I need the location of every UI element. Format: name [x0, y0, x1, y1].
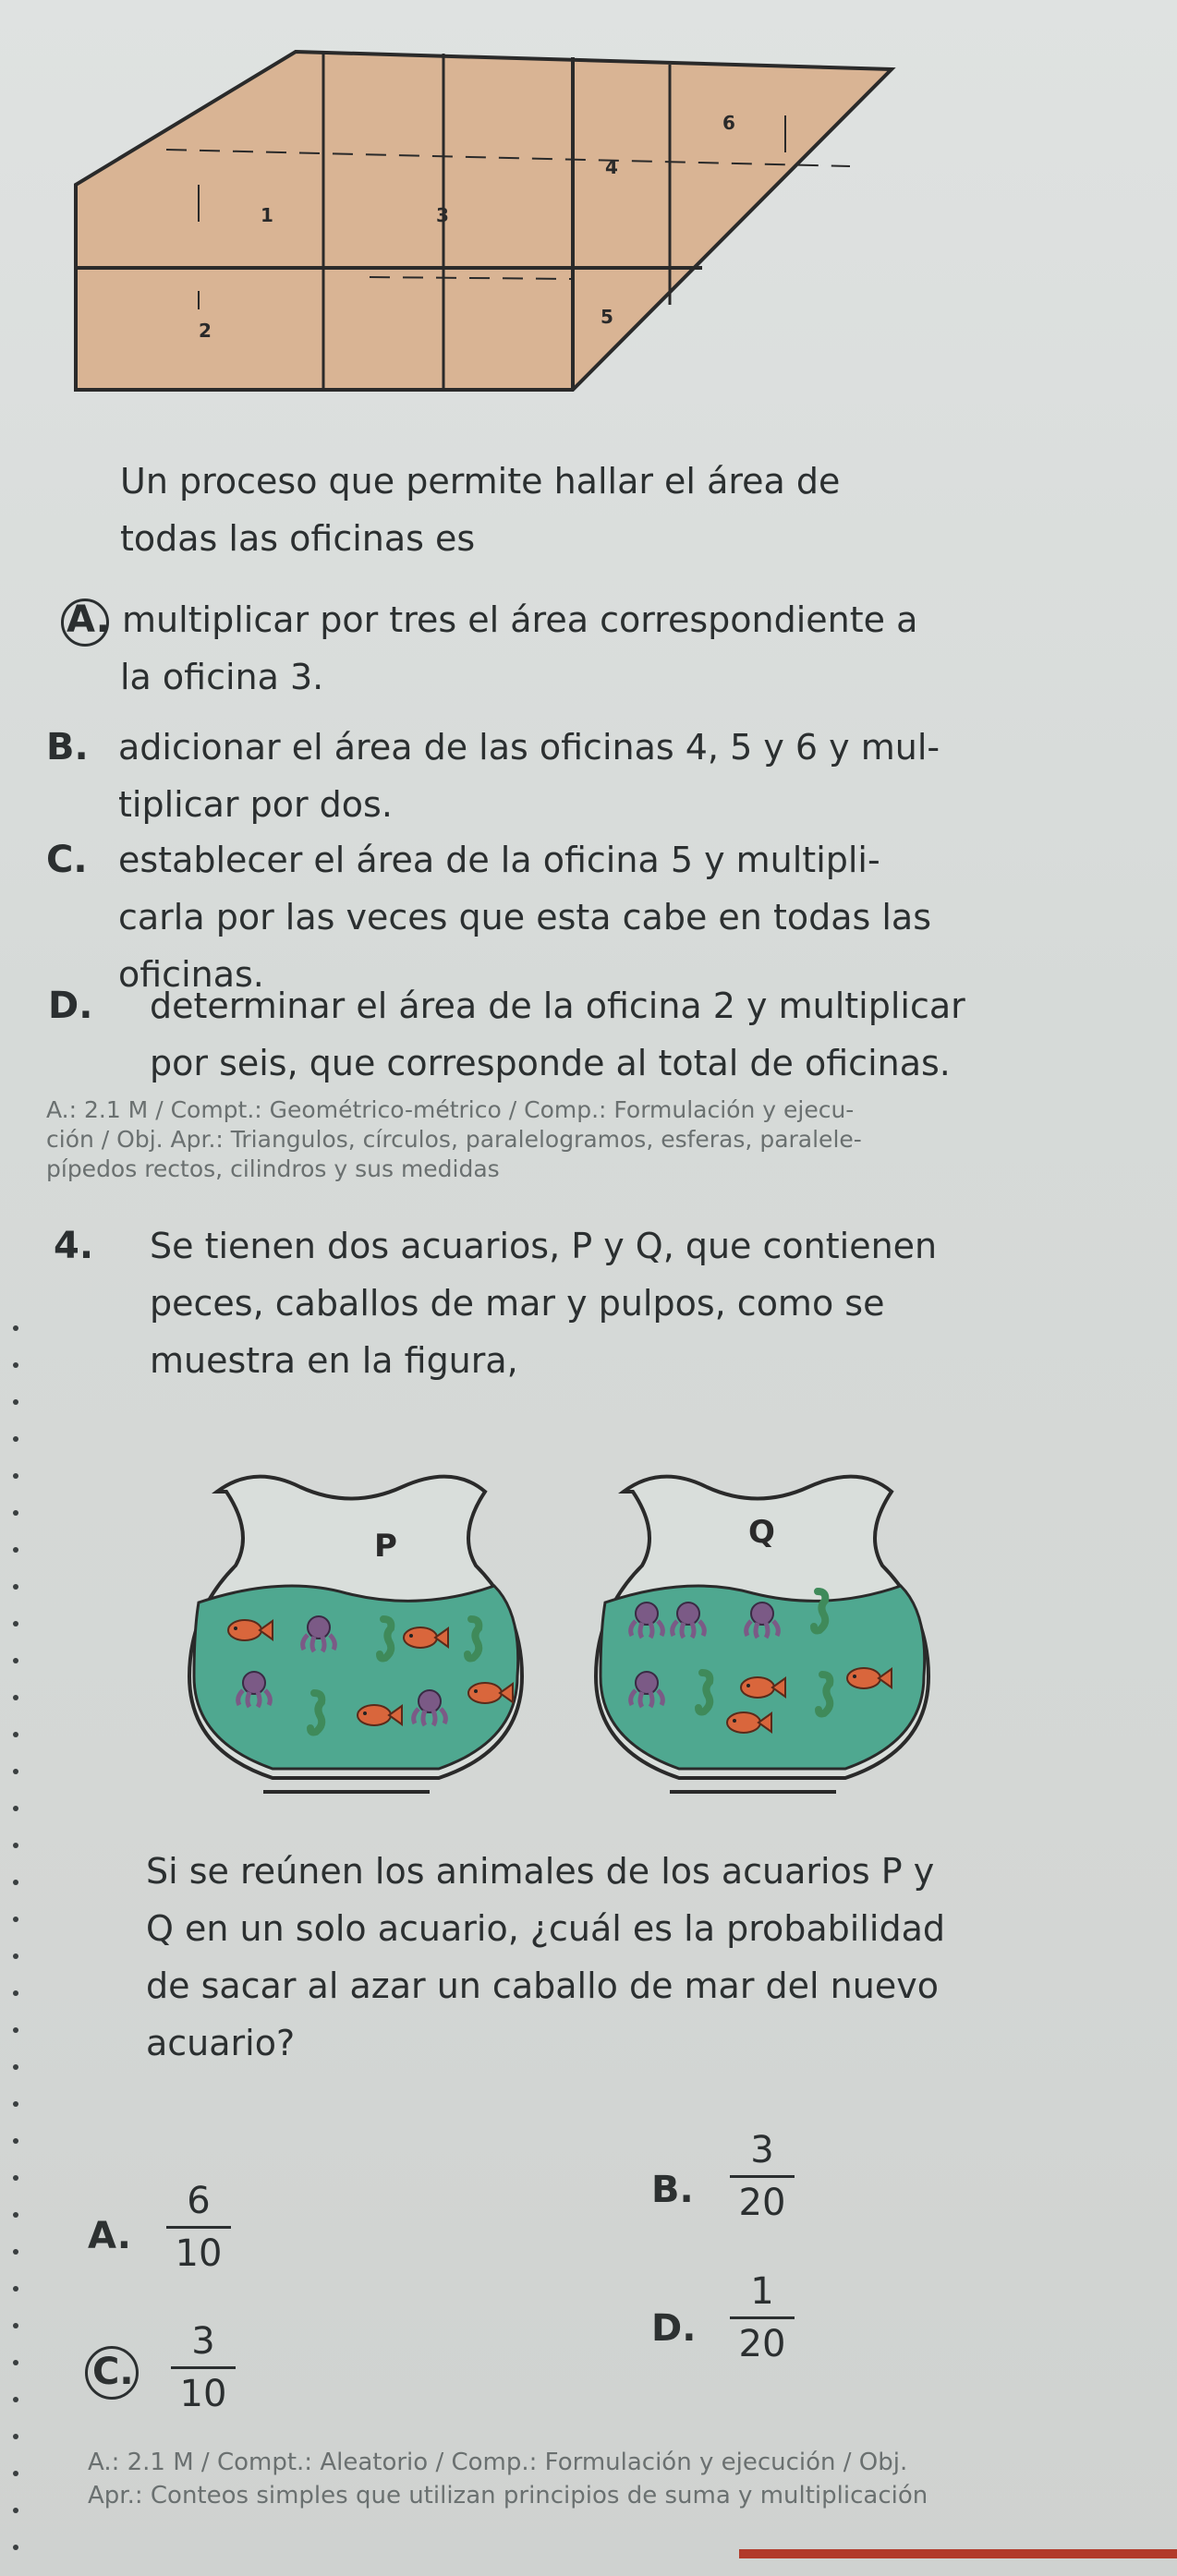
fraction-bar — [730, 2175, 795, 2178]
reference-line: A.: 2.1 M / Compt.: Geométrico-métrico / Comp.: Formulación y ejecu- — [46, 1096, 855, 1123]
option-b-letter[interactable]: B. — [651, 2169, 694, 2211]
office-label-3: 3 — [436, 204, 449, 226]
fraction-bar — [166, 2226, 231, 2229]
page-edge-strip — [739, 2549, 1177, 2558]
aquarium-label-p: P — [374, 1528, 397, 1565]
office-label-6: 6 — [722, 112, 735, 134]
question-number: 4. — [54, 1225, 94, 1267]
reference-line: A.: 2.1 M / Compt.: Aleatorio / Comp.: Formulación y ejecución / Obj. — [88, 2449, 908, 2476]
option-d-line-1: determinar el área de la oficina 2 y multiplicar — [150, 986, 965, 1026]
fraction-bar — [171, 2366, 236, 2369]
option-d-fraction[interactable] — [730, 2270, 795, 2365]
option-b-line-2: tiplicar por dos. — [118, 784, 393, 825]
option-c-line-3: oficinas. — [118, 954, 264, 995]
option-a-line-1: multiplicar por tres el área correspondiente a — [122, 599, 918, 640]
option-c-fraction[interactable] — [171, 2320, 236, 2415]
denominator: 20 — [738, 2323, 786, 2365]
office-label-1: 1 — [261, 204, 273, 226]
option-a-line-2: la oficina 3. — [120, 657, 324, 697]
reference-line: ción / Obj. Apr.: Triangulos, círculos, paralelogramos, esferas, paralele- — [46, 1126, 862, 1153]
prompt-line-1: Un proceso que permite hallar el área de — [120, 461, 841, 502]
intro-line-1: Se tienen dos acuarios, P y Q, que contienen — [150, 1226, 938, 1266]
reference-line: Apr.: Conteos simples que utilizan principios de suma y multiplicación — [88, 2482, 928, 2509]
office-label-5: 5 — [601, 306, 613, 328]
option-b-line-1: adicionar el área de las oficinas 4, 5 y 6 y mul- — [118, 727, 940, 768]
option-a-letter[interactable]: A. — [88, 2215, 131, 2257]
option-letter: A. — [67, 599, 110, 641]
option-c-letter[interactable]: C. — [92, 2351, 134, 2393]
option-letter: C. — [46, 839, 88, 881]
office-label-4: 4 — [605, 156, 618, 178]
prompt-line-2: todas las oficinas es — [120, 518, 476, 559]
reference-line: pípedos rectos, cilindros y sus medidas — [46, 1155, 500, 1182]
question4-reference — [88, 2446, 1159, 2512]
intro-line-2: peces, caballos de mar y pulpos, como se — [150, 1283, 885, 1324]
option-d-line-2: por seis, que corresponde al total de oficinas. — [150, 1043, 951, 1083]
option-c-line-1: establecer el área de la oficina 5 y multipli- — [118, 840, 880, 880]
denominator: 10 — [179, 2373, 227, 2415]
numerator: 6 — [187, 2180, 211, 2222]
numerator: 3 — [191, 2320, 215, 2363]
intro-line-3: muestra en la figura, — [150, 1340, 518, 1381]
office-label-2: 2 — [199, 320, 212, 342]
option-b-fraction[interactable] — [730, 2129, 795, 2224]
question-line-2: Q en un solo acuario, ¿cuál es la probabilidad — [146, 1908, 945, 1949]
aquarium-label-q: Q — [748, 1514, 775, 1551]
question-line-1: Si se reúnen los animales de los acuarios P y — [146, 1851, 935, 1892]
option-letter: D. — [48, 985, 93, 1027]
numerator: 3 — [750, 2129, 774, 2171]
fraction-bar — [730, 2316, 795, 2319]
numerator: 1 — [750, 2270, 774, 2313]
option-a-fraction[interactable] — [166, 2180, 231, 2275]
denominator: 10 — [175, 2232, 223, 2275]
option-c-line-2: carla por las veces que esta cabe en todas las — [118, 897, 932, 937]
question-line-3: de sacar al azar un caballo de mar del nuevo — [146, 1965, 939, 2006]
option-letter: B. — [46, 726, 89, 768]
denominator: 20 — [738, 2182, 786, 2224]
question-line-4: acuario? — [146, 2023, 296, 2063]
option-d-letter[interactable]: D. — [651, 2307, 697, 2350]
